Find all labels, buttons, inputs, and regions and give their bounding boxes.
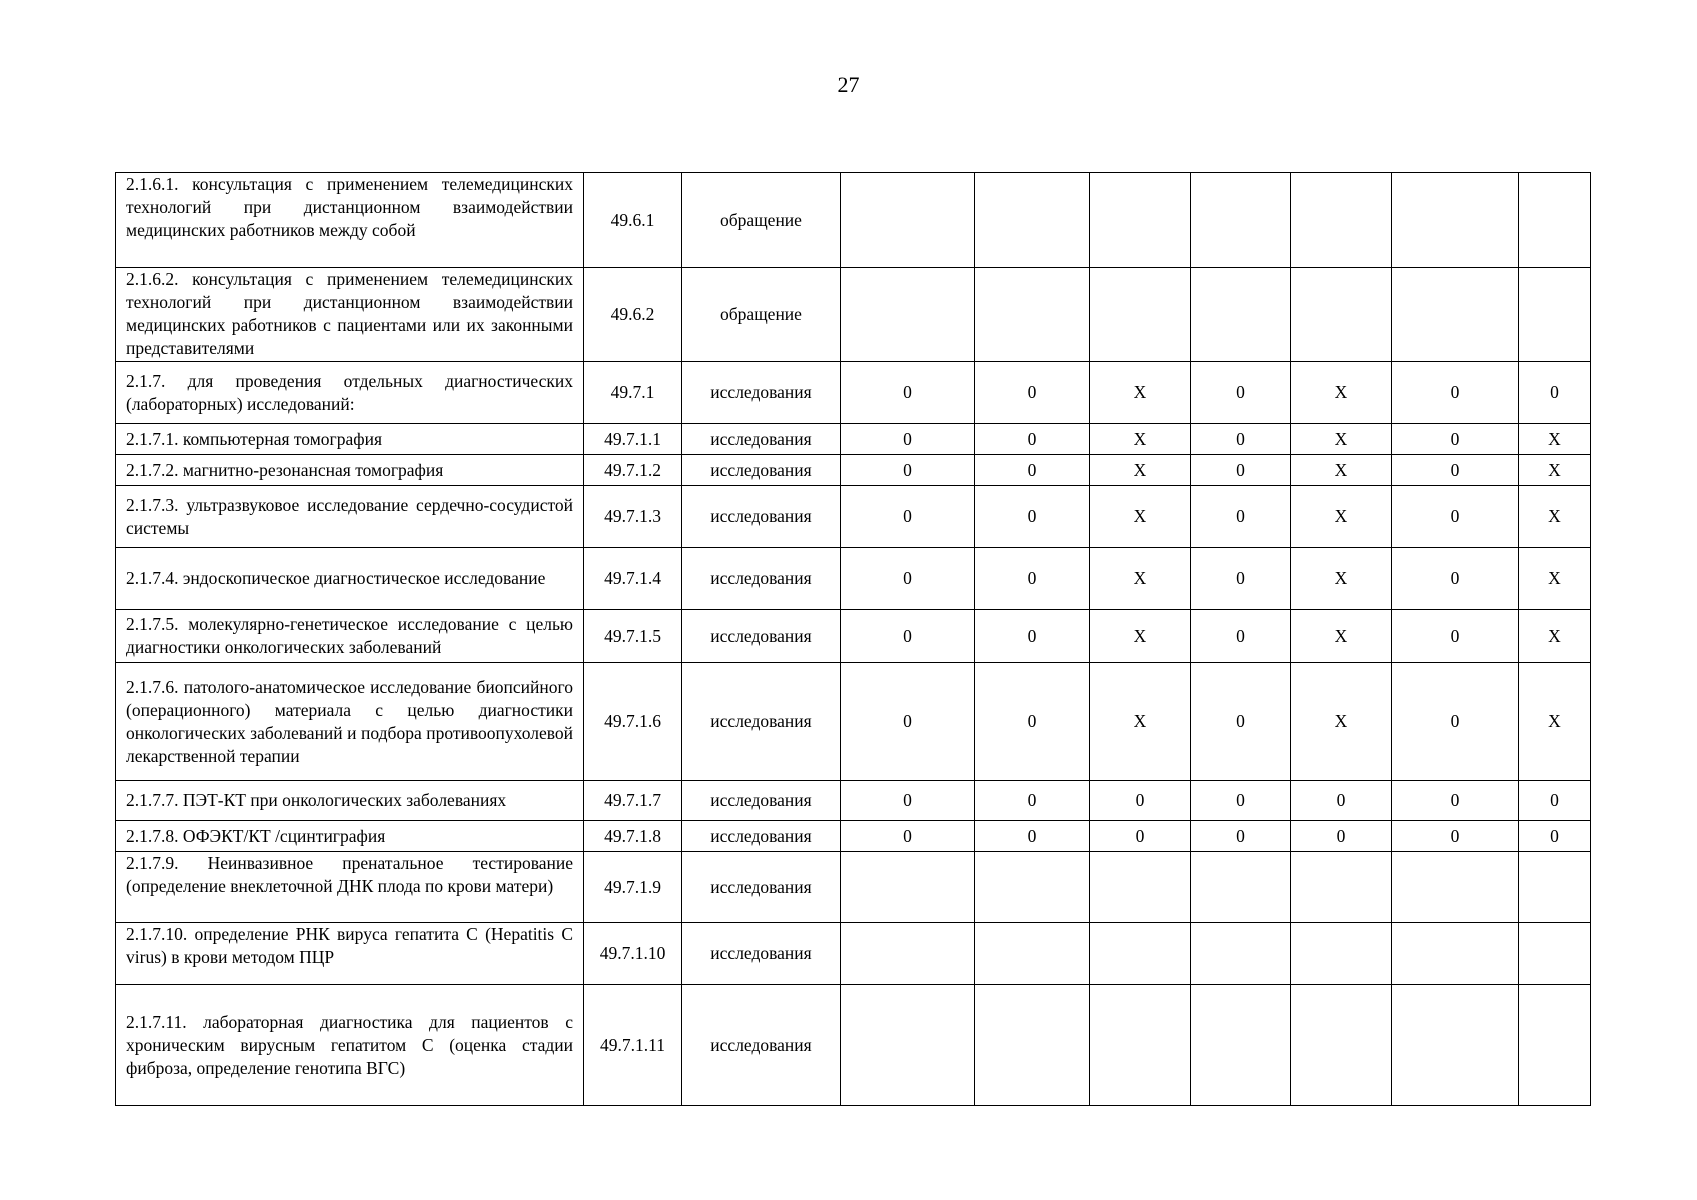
row-description: 2.1.7.1. компьютерная томография — [116, 424, 584, 455]
row-description: 2.1.7. для проведения отдельных диагностических (лабораторных) исследований: — [116, 362, 584, 424]
row-code: 49.6.2 — [584, 268, 682, 362]
value-cell: 0 — [975, 663, 1090, 781]
row-unit: исследования — [682, 455, 841, 486]
table-row — [116, 486, 1591, 548]
row-code: 49.7.1.8 — [584, 821, 682, 852]
value-cell: 0 — [1191, 548, 1291, 610]
value-cell: 0 — [841, 362, 975, 424]
table-row — [116, 548, 1591, 610]
row-unit: обращение — [682, 173, 841, 268]
value-cell: 0 — [841, 486, 975, 548]
value-cell: 0 — [1191, 362, 1291, 424]
value-cell: 0 — [1191, 424, 1291, 455]
row-unit: исследования — [682, 985, 841, 1106]
value-cell: Х — [1090, 486, 1191, 548]
value-cell — [1090, 852, 1191, 923]
value-cell: Х — [1090, 548, 1191, 610]
value-cell: Х — [1291, 610, 1392, 663]
row-unit: исследования — [682, 663, 841, 781]
value-cell: 0 — [841, 424, 975, 455]
row-code: 49.7.1.6 — [584, 663, 682, 781]
value-cell: 0 — [1392, 821, 1519, 852]
value-cell — [1392, 268, 1519, 362]
row-code: 49.6.1 — [584, 173, 682, 268]
table-row — [116, 424, 1591, 455]
value-cell: Х — [1291, 486, 1392, 548]
table-row — [116, 362, 1591, 424]
value-cell: Х — [1291, 455, 1392, 486]
table-row — [116, 781, 1591, 821]
value-cell — [1191, 268, 1291, 362]
value-cell: Х — [1090, 455, 1191, 486]
row-description: 2.1.7.9. Неинвазивное пренатальное тестирование (определение внеклеточной ДНК плода по крови матери) — [116, 852, 584, 923]
table-row — [116, 923, 1591, 985]
value-cell: 0 — [975, 548, 1090, 610]
value-cell: 0 — [1392, 362, 1519, 424]
row-code: 49.7.1.11 — [584, 985, 682, 1106]
value-cell: 0 — [975, 424, 1090, 455]
row-unit: исследования — [682, 821, 841, 852]
value-cell: Х — [1090, 663, 1191, 781]
row-unit: исследования — [682, 486, 841, 548]
value-cell — [841, 985, 975, 1106]
value-cell: 0 — [1191, 663, 1291, 781]
value-cell — [1291, 852, 1392, 923]
value-cell — [1090, 923, 1191, 985]
row-code: 49.7.1.10 — [584, 923, 682, 985]
value-cell: 0 — [841, 610, 975, 663]
value-cell: 0 — [1519, 362, 1591, 424]
row-description: 2.1.7.3. ультразвуковое исследование сердечно-сосудистой системы — [116, 486, 584, 548]
value-cell: 0 — [1392, 455, 1519, 486]
value-cell — [1519, 985, 1591, 1106]
value-cell — [1191, 923, 1291, 985]
table-row — [116, 985, 1591, 1106]
value-cell: 0 — [1191, 455, 1291, 486]
row-description: 2.1.7.10. определение РНК вируса гепатита С (Hepatitis C virus) в крови методом ПЦР — [116, 923, 584, 985]
value-cell — [1291, 985, 1392, 1106]
page-number: 27 — [837, 72, 860, 97]
value-cell — [1392, 923, 1519, 985]
value-cell: Х — [1291, 663, 1392, 781]
value-cell: 0 — [1392, 424, 1519, 455]
value-cell: Х — [1291, 424, 1392, 455]
value-cell: 0 — [1191, 486, 1291, 548]
table-row — [116, 852, 1591, 923]
value-cell — [841, 268, 975, 362]
value-cell: Х — [1090, 362, 1191, 424]
value-cell: 0 — [975, 486, 1090, 548]
value-cell: 0 — [975, 455, 1090, 486]
row-unit: исследования — [682, 923, 841, 985]
value-cell: Х — [1519, 548, 1591, 610]
row-description: 2.1.7.4. эндоскопическое диагностическое исследование — [116, 548, 584, 610]
row-description: 2.1.7.11. лабораторная диагностика для пациентов с хроническим вирусным гепатитом С (оценка стадии фиброза, определение генотипа ВГС) — [116, 985, 584, 1106]
value-cell — [841, 852, 975, 923]
row-code: 49.7.1.4 — [584, 548, 682, 610]
value-cell: 0 — [1090, 821, 1191, 852]
table-row — [116, 663, 1591, 781]
table-row — [116, 610, 1591, 663]
table-row — [116, 173, 1591, 268]
value-cell — [975, 268, 1090, 362]
value-cell — [841, 923, 975, 985]
value-cell: 0 — [1392, 548, 1519, 610]
value-cell: Х — [1519, 486, 1591, 548]
value-cell: 0 — [1392, 610, 1519, 663]
row-description: 2.1.6.2. консультация с применением телемедицинских технологий при дистанционном взаимодействии медицинских работников с пациентами или их законными представителями — [116, 268, 584, 362]
row-unit: исследования — [682, 852, 841, 923]
value-cell — [1519, 923, 1591, 985]
row-description: 2.1.7.2. магнитно-резонансная томография — [116, 455, 584, 486]
value-cell: Х — [1519, 663, 1591, 781]
value-cell — [1191, 985, 1291, 1106]
value-cell — [975, 923, 1090, 985]
value-cell: 0 — [1090, 781, 1191, 821]
value-cell: 0 — [975, 362, 1090, 424]
value-cell — [1392, 173, 1519, 268]
value-cell: Х — [1090, 424, 1191, 455]
value-cell: 0 — [1519, 821, 1591, 852]
value-cell: 0 — [1392, 486, 1519, 548]
value-cell — [841, 173, 975, 268]
row-code: 49.7.1 — [584, 362, 682, 424]
row-code: 49.7.1.2 — [584, 455, 682, 486]
row-code: 49.7.1.3 — [584, 486, 682, 548]
value-cell: 0 — [1291, 781, 1392, 821]
value-cell — [975, 852, 1090, 923]
value-cell — [1519, 173, 1591, 268]
value-cell — [1291, 268, 1392, 362]
value-cell: Х — [1090, 610, 1191, 663]
value-cell — [1392, 985, 1519, 1106]
row-code: 49.7.1.7 — [584, 781, 682, 821]
value-cell — [1090, 985, 1191, 1106]
value-cell — [1191, 852, 1291, 923]
row-unit: обращение — [682, 268, 841, 362]
value-cell: 0 — [1191, 781, 1291, 821]
table-row — [116, 821, 1591, 852]
row-description: 2.1.7.8. ОФЭКТ/КТ /сцинтиграфия — [116, 821, 584, 852]
value-cell: 0 — [1392, 663, 1519, 781]
value-cell: 0 — [1191, 610, 1291, 663]
row-code: 49.7.1.9 — [584, 852, 682, 923]
row-unit: исследования — [682, 548, 841, 610]
value-cell: 0 — [841, 781, 975, 821]
row-description: 2.1.7.5. молекулярно-генетическое исследование с целью диагностики онкологических заболеваний — [116, 610, 584, 663]
row-code: 49.7.1.5 — [584, 610, 682, 663]
row-unit: исследования — [682, 610, 841, 663]
value-cell: 0 — [841, 821, 975, 852]
row-unit: исследования — [682, 424, 841, 455]
value-cell: 0 — [975, 781, 1090, 821]
value-cell: Х — [1519, 424, 1591, 455]
value-cell: Х — [1291, 362, 1392, 424]
value-cell — [975, 173, 1090, 268]
value-cell — [1191, 173, 1291, 268]
value-cell: 0 — [841, 455, 975, 486]
value-cell: Х — [1519, 455, 1591, 486]
value-cell: 0 — [1291, 821, 1392, 852]
data-table — [115, 172, 1591, 1106]
value-cell — [1291, 923, 1392, 985]
row-unit: исследования — [682, 362, 841, 424]
row-description: 2.1.6.1. консультация с применением телемедицинских технологий при дистанционном взаимодействии медицинских работников между собой — [116, 173, 584, 268]
value-cell: 0 — [841, 663, 975, 781]
value-cell: 0 — [1191, 821, 1291, 852]
value-cell: 0 — [1392, 781, 1519, 821]
table-row — [116, 268, 1591, 362]
value-cell: Х — [1519, 610, 1591, 663]
value-cell: Х — [1291, 548, 1392, 610]
value-cell: 0 — [975, 821, 1090, 852]
value-cell — [1519, 268, 1591, 362]
value-cell: 0 — [975, 610, 1090, 663]
value-cell — [1090, 173, 1191, 268]
row-description: 2.1.7.7. ПЭТ-КТ при онкологических заболеваниях — [116, 781, 584, 821]
value-cell: 0 — [1519, 781, 1591, 821]
row-description: 2.1.7.6. патолого-анатомическое исследование биопсийного (операционного) материала с целью диагностики онкологических заболеваний и подбора противоопухолевой лекарственной терапии — [116, 663, 584, 781]
table-row — [116, 455, 1591, 486]
value-cell: 0 — [841, 548, 975, 610]
value-cell — [1519, 852, 1591, 923]
value-cell — [1392, 852, 1519, 923]
value-cell — [975, 985, 1090, 1106]
row-unit: исследования — [682, 781, 841, 821]
row-code: 49.7.1.1 — [584, 424, 682, 455]
value-cell — [1291, 173, 1392, 268]
value-cell — [1090, 268, 1191, 362]
